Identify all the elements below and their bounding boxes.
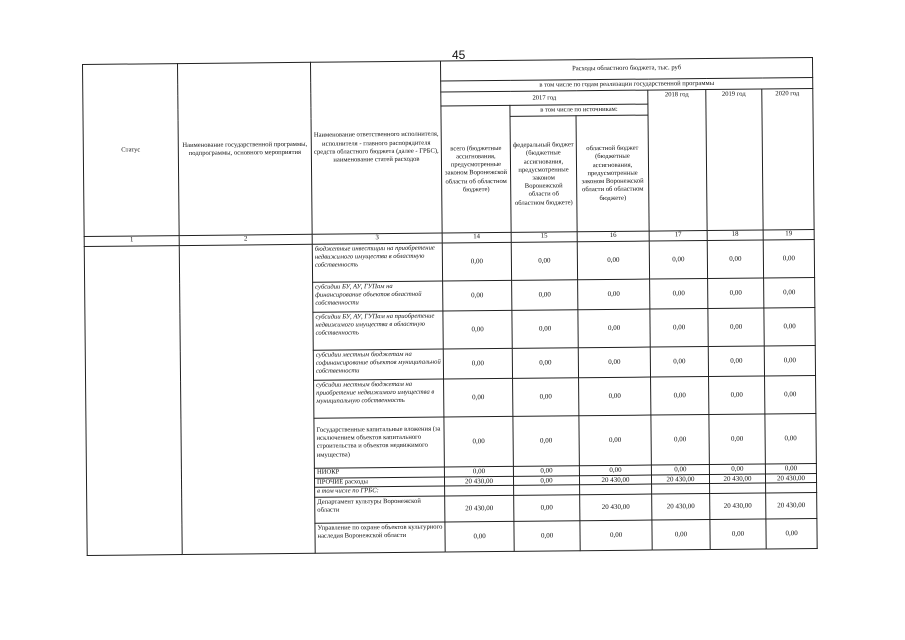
row-value: 0,00 [709, 464, 765, 474]
row-value: 0,00 [442, 242, 511, 281]
row-value: 0,00 [577, 241, 649, 280]
row-value: 0,00 [513, 475, 579, 485]
row-label: НИОКР [314, 467, 444, 478]
row-value: 20 430,00 [445, 495, 514, 522]
row-value: 20 430,00 [652, 493, 710, 520]
row-value: 0,00 [579, 377, 651, 416]
row-value: 0,00 [512, 280, 578, 311]
row-value: 0,00 [443, 348, 512, 379]
row-value: 0,00 [651, 376, 709, 415]
row-value: 20 430,00 [766, 492, 817, 518]
header-total-col: всего (бюджетные ассигнования, предусмотренные законом Воронежской области об областном бюджете) [441, 106, 511, 234]
row-value: 0,00 [766, 518, 817, 548]
row-value: 0,00 [709, 414, 765, 465]
row-label: субсидии БУ, АУ, ГУПам на финансирование объектов областной собственности [313, 281, 443, 312]
header-year-2020: 2020 год [762, 89, 814, 231]
row-value: 0,00 [445, 521, 514, 552]
header-federal-col: федеральный бюджет (бюджетные ассигнования, предусмотренные законом Воронежской области об областном бюджете) [510, 116, 577, 233]
row-value: 0,00 [764, 277, 815, 307]
col-number: 2 [179, 235, 312, 246]
row-value: 0,00 [444, 378, 513, 417]
row-value: 20 430,00 [651, 474, 709, 484]
header-by-years: в том числе по годам реализации государственной программы [441, 77, 813, 92]
col-number: 16 [577, 232, 649, 242]
row-value: 0,00 [579, 465, 651, 475]
row-label: субсидии БУ, АУ, ГУПам на приобретение недвижимого имущества в областную собственность [313, 311, 443, 350]
row-label: Государственные капитальные вложения (за исключением объектов капитального строительства и объектов недвижимого имущества) [314, 417, 444, 468]
header-year-2017: 2017 год [441, 90, 648, 106]
row-value: 0,00 [764, 345, 815, 375]
row-value [710, 483, 766, 493]
row-label: субсидии местным бюджетам на приобретение недвижимого имущества в муниципальную собственность [314, 379, 444, 418]
col-number: 18 [707, 230, 763, 240]
row-value: 20 430,00 [765, 473, 816, 483]
row-value: 0,00 [444, 466, 513, 476]
header-year-2018: 2018 год [648, 90, 707, 232]
row-value: 0,00 [514, 494, 580, 521]
row-value: 0,00 [578, 309, 650, 348]
row-label: в том числе по ГРБС: [315, 486, 445, 496]
row-value: 0,00 [513, 466, 579, 476]
row-value: 20 430,00 [710, 493, 766, 520]
row-value: 0,00 [578, 347, 650, 378]
row-value: 20 430,00 [579, 475, 651, 485]
col-number: 14 [442, 233, 511, 243]
row-value: 0,00 [512, 310, 578, 349]
header-year-2019: 2019 год [706, 89, 763, 231]
row-value: 0,00 [651, 464, 709, 474]
row-value: 0,00 [511, 242, 577, 281]
row-value [766, 483, 817, 493]
row-value: 0,00 [578, 279, 650, 310]
program-cell-empty [179, 244, 315, 554]
status-cell-empty [84, 246, 182, 556]
row-value: 20 430,00 [444, 476, 513, 486]
row-value: 0,00 [708, 346, 764, 377]
row-value: 0,00 [708, 308, 764, 347]
header-executor-name: Наименование ответственного исполнителя, исполнителя - главного распорядителя средств областного бюджета (далее - ГРБС), наименование статей расходов [310, 61, 442, 235]
row-value: 0,00 [579, 415, 651, 466]
row-value: 0,00 [443, 310, 512, 349]
budget-table [82, 57, 818, 556]
header-regional-col: областной бюджет (бюджетные ассигнования, предусмотренные законом Воронежской области об областном бюджете) [576, 116, 649, 233]
row-value: 0,00 [651, 414, 709, 465]
header-by-sources: в том числе по источникам: [510, 104, 648, 117]
row-value: 0,00 [514, 520, 580, 551]
row-value: 0,00 [650, 308, 708, 347]
header-program-name: Наименование государственной программы, подпрограммы, основного мероприятия [178, 62, 313, 236]
header-status: Статус [83, 64, 180, 237]
row-value: 0,00 [707, 240, 763, 279]
row-value: 0,00 [765, 413, 817, 463]
row-label: ПРОЧИЕ расходы [314, 477, 444, 488]
row-value: 0,00 [650, 346, 708, 377]
row-label: субсидии местным бюджетам на софинансирование объектов муниципальной собственности [313, 349, 443, 380]
row-value: 0,00 [513, 378, 579, 417]
row-value: 0,00 [765, 375, 816, 413]
budget-table-sheet [82, 57, 817, 564]
col-number: 3 [312, 234, 442, 245]
row-value: 0,00 [444, 416, 513, 467]
row-label: Департамент культуры Воронежской области [315, 496, 445, 523]
row-value: 0,00 [649, 240, 707, 279]
row-value: 0,00 [652, 519, 710, 550]
col-number: 1 [84, 236, 179, 246]
header-expenses-title: Расходы областного бюджета, тыс. руб [440, 57, 812, 81]
col-number: 19 [763, 230, 814, 240]
row-value: 0,00 [650, 278, 708, 309]
row-value: 0,00 [708, 278, 764, 309]
row-value: 0,00 [512, 348, 578, 379]
row-label: Управление по охране объектов культурного наследия Воронежской области [315, 522, 445, 553]
row-value: 0,00 [709, 376, 765, 415]
col-number: 15 [511, 232, 577, 242]
row-value: 0,00 [513, 416, 579, 467]
row-value: 0,00 [765, 463, 816, 473]
row-value: 0,00 [763, 239, 814, 277]
row-value: 0,00 [443, 280, 512, 311]
page-number: 45 [452, 48, 466, 62]
row-value: 0,00 [764, 307, 815, 345]
row-value: 20 430,00 [580, 494, 652, 521]
col-number: 17 [649, 231, 707, 241]
row-value: 20 430,00 [709, 474, 765, 484]
row-label: бюджетные инвестиции на приобретение недвижимого имущества в областную собственность [312, 243, 442, 282]
row-value: 0,00 [580, 520, 652, 551]
row-value: 0,00 [710, 519, 766, 550]
